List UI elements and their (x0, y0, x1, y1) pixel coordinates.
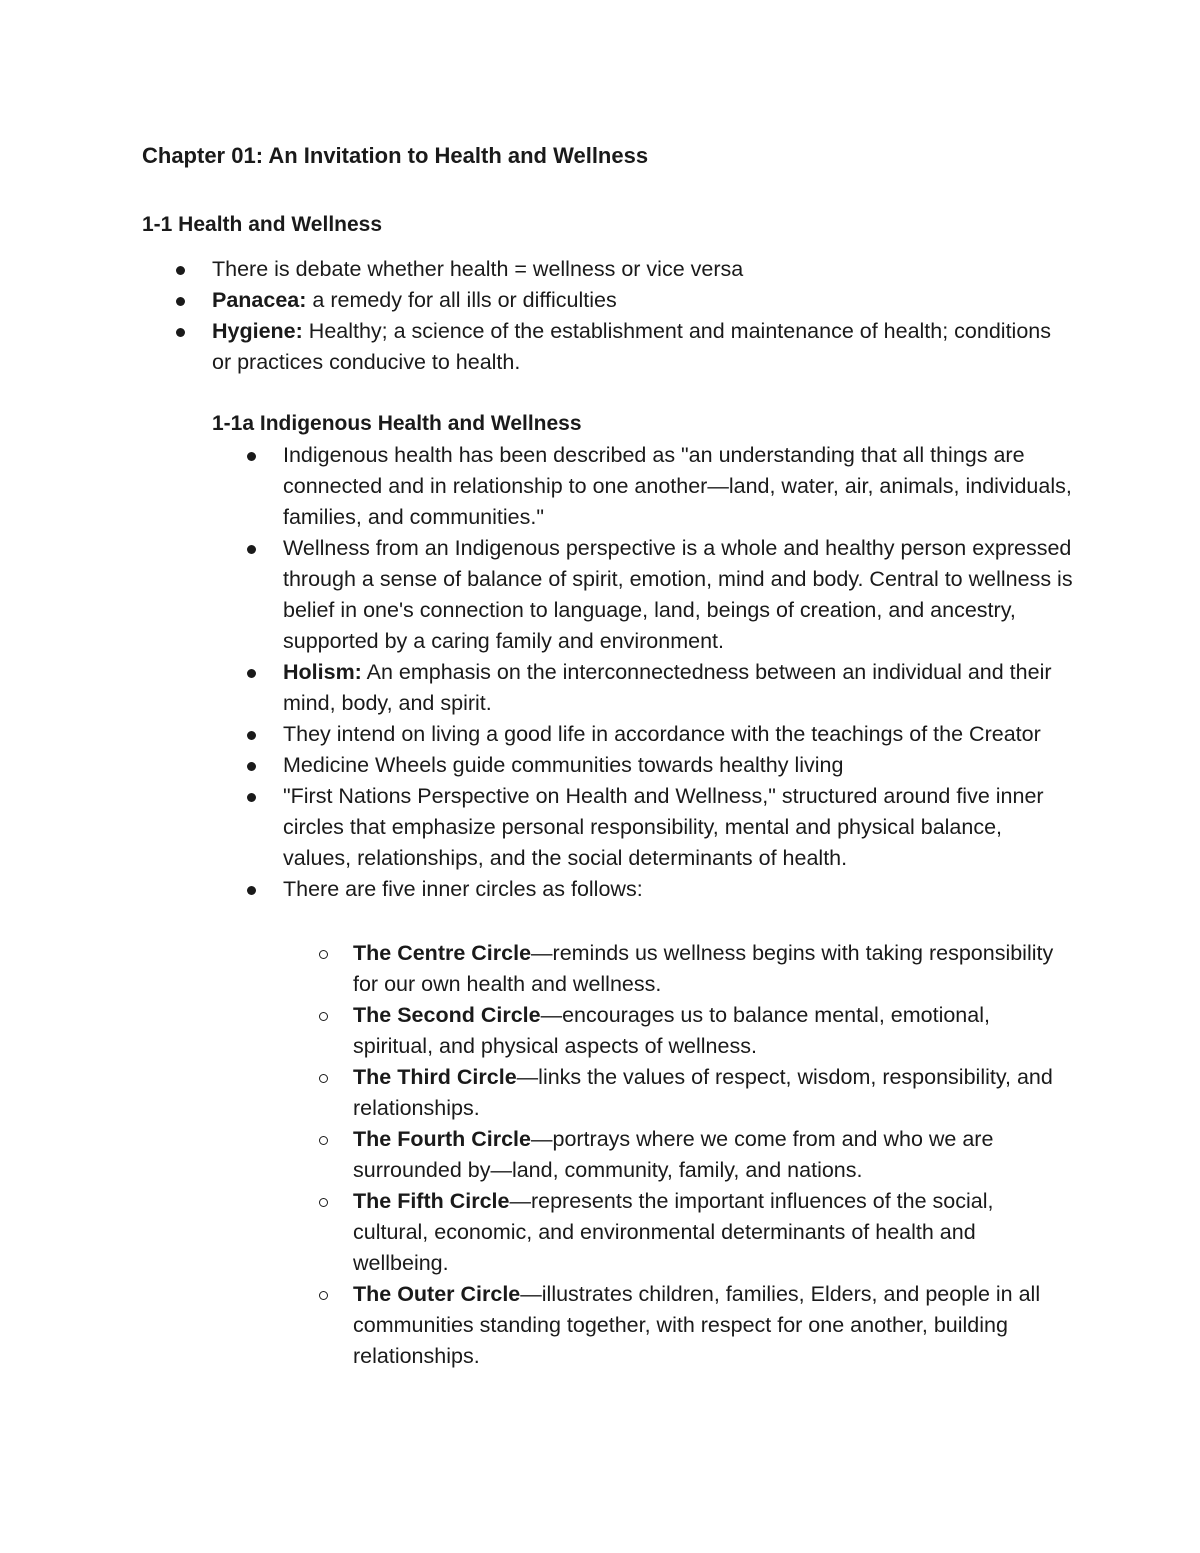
list-item (283, 750, 1073, 781)
item-term: Hygiene: (212, 319, 303, 343)
page-title: Chapter 01: An Invitation to Health and Wellness (142, 143, 649, 168)
circle-item (353, 1000, 1073, 1062)
item-text: a remedy for all ills or difficulties (306, 288, 617, 312)
circle-text: —encourages us to balance mental, emotional, spiritual, and physical aspects of wellness. (353, 1003, 990, 1058)
item-text: There are five inner circles as follows: (283, 877, 643, 901)
item-text: There is debate whether health = wellness or vice versa (212, 257, 744, 281)
list-item (283, 657, 1073, 719)
bullet-icon (247, 452, 256, 461)
circle-text: —reminds us wellness begins with taking responsibility for our own health and wellness. (353, 941, 1054, 996)
section-bullet-list (212, 254, 1072, 378)
hollow-bullet-icon (319, 1198, 328, 1207)
circle-item (353, 1186, 1073, 1279)
circle-name: The Third Circle (353, 1065, 517, 1089)
bullet-icon (247, 762, 256, 771)
circle-name: The Fifth Circle (353, 1189, 510, 1213)
list-item (283, 781, 1073, 874)
circle-text: —illustrates children, families, Elders, and people in all communities standing together, with respect for one another, building relationships. (353, 1282, 1041, 1368)
list-item (212, 254, 1072, 285)
hollow-bullet-icon (319, 1291, 328, 1300)
item-text: An emphasis on the interconnectedness between an individual and their mind, body, and spirit. (283, 660, 1052, 715)
circles-list (353, 938, 1073, 1372)
list-item (283, 874, 1073, 905)
circle-text: —links the values of respect, wisdom, responsibility, and relationships. (353, 1065, 1053, 1120)
item-term: Holism: (283, 660, 362, 684)
bullet-icon (176, 297, 185, 306)
list-item (283, 533, 1073, 657)
bullet-icon (176, 266, 185, 275)
bullet-icon (247, 669, 256, 678)
circle-item (353, 1062, 1073, 1124)
circle-item (353, 1124, 1073, 1186)
bullet-icon (247, 731, 256, 740)
item-text: Wellness from an Indigenous perspective is a whole and healthy person expressed through a sense of balance of spirit, emotion, mind and body. Central to wellness is belief in one's connection to language, land, beings of creation, and ancestry, supported by a caring family and environment. (283, 536, 1073, 653)
section-heading: 1-1 Health and Wellness (142, 213, 383, 236)
circle-name: The Fourth Circle (353, 1127, 531, 1151)
hollow-bullet-icon (319, 1074, 328, 1083)
bullet-icon (176, 328, 185, 337)
item-text: "First Nations Perspective on Health and Wellness," structured around five inner circles that emphasize personal responsibility, mental and physical balance, values, relationships, and the social determinants of health. (283, 784, 1044, 870)
circle-name: The Centre Circle (353, 941, 532, 965)
item-text: Healthy; a science of the establishment and maintenance of health; conditions or practices conducive to health. (212, 319, 1051, 374)
circle-name: The Outer Circle (353, 1282, 521, 1306)
hollow-bullet-icon (319, 1136, 328, 1145)
circle-item (353, 1279, 1073, 1372)
bullet-icon (247, 793, 256, 802)
circle-item (353, 938, 1073, 1000)
list-item (283, 719, 1073, 750)
list-item (212, 285, 1072, 316)
circle-text: —portrays where we come from and who we are surrounded by—land, community, family, and nations. (353, 1127, 994, 1182)
circle-text: —represents the important influences of the social, cultural, economic, and environmental determinants of health and wellbeing. (353, 1189, 994, 1275)
hollow-bullet-icon (319, 950, 328, 959)
bullet-icon (247, 545, 256, 554)
item-text: Indigenous health has been described as "an understanding that all things are connected and in relationship to one another—land, water, air, animals, individuals, families, and communities." (283, 443, 1072, 529)
subsection-heading: 1-1a Indigenous Health and Wellness (212, 412, 582, 435)
item-term: Panacea: (212, 288, 307, 312)
item-text: Medicine Wheels guide communities towards healthy living (283, 753, 844, 777)
list-item (283, 440, 1073, 533)
item-text: They intend on living a good life in accordance with the teachings of the Creator (283, 722, 1041, 746)
bullet-icon (247, 886, 256, 895)
circle-name: The Second Circle (353, 1003, 541, 1027)
subsection-bullet-list (283, 440, 1073, 905)
list-item (212, 316, 1072, 378)
hollow-bullet-icon (319, 1012, 328, 1021)
